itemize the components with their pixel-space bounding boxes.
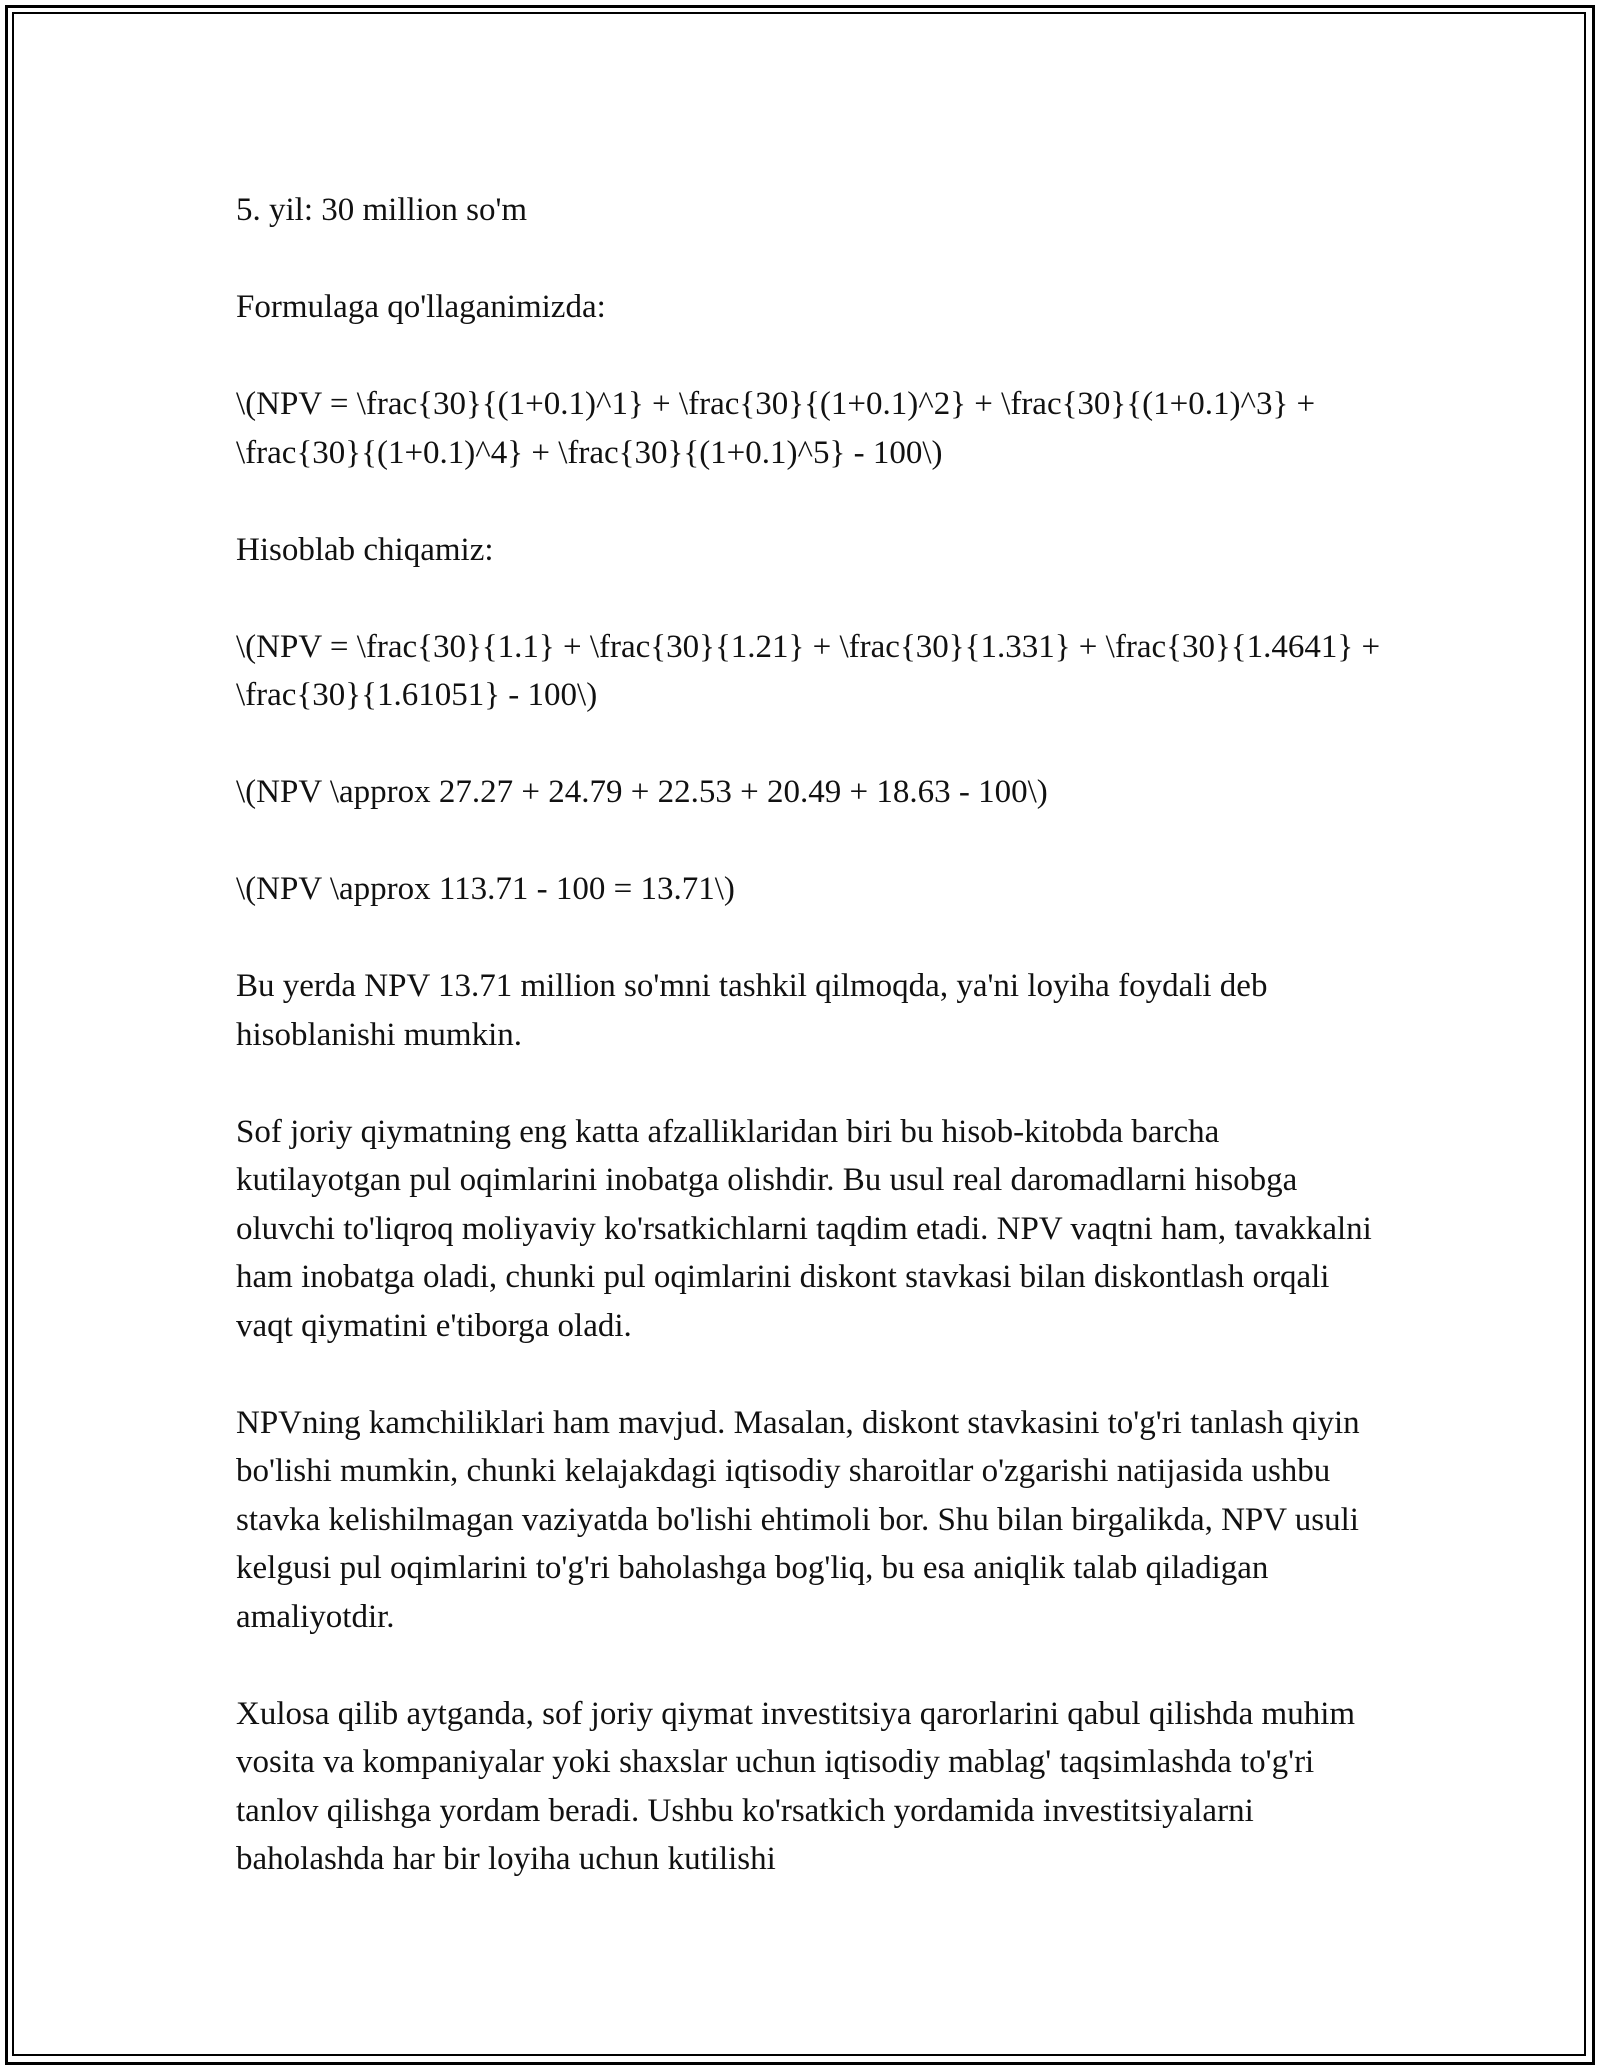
npv-advantages-paragraph: Sof joriy qiymatning eng katta afzalliklaridan biri bu hisob-kitobda barcha kutilayotgan pul oqimlarini inobatga olishdir. Bu usul real daromadlarni hisobga oluvchi to'liqroq moliyaviy ko'rsatkichlarni taqdim etadi. NPV vaqtni ham, tavakkalni ham inobatga oladi, chunki pul oqimlarini diskont stavkasi bilan diskontlash orqali vaqt qiymatini e'tiborga oladi. [236, 1113, 1372, 1344]
formula-intro: Formulaga qo'llaganimizda: [236, 289, 606, 325]
summary-paragraph: Xulosa qilib aytganda, sof joriy qiymat investitsiya qarorlarini qabul qilishda muhim vosita va kompaniyalar yoki shaxslar uchun iqtisodiy mablag' taqsimlashda to'g'ri tanlov qilishga yordam beradi. Ushbu ko'rsatkich yordamida investitsiyalarni baholashda har bir loyiha uchun kutilishi [236, 1695, 1356, 1877]
document-body [236, 186, 1386, 1932]
npv-disadvantages-paragraph: NPVning kamchiliklari ham mavjud. Masalan, diskont stavkasini to'g'ri tanlash qiyin bo'lishi mumkin, chunki kelajakdagi iqtisodiy sharoitlar o'zgarishi natijasida ushbu stavka kelishilmagan vaziyatda bo'lishi ehtimoli bor. Shu bilan birgalikda, NPV usuli kelgusi pul oqimlarini to'g'ri baholashga bog'liq, bu esa aniqlik talab qiladigan amaliyotdir. [236, 1404, 1360, 1635]
npv-formula-expanded: \(NPV = \frac{30}{(1+0.1)^1} + \frac{30}{(1+0.1)^2} + \frac{30}{(1+0.1)^3} + \frac{30}{(1+0.1)^4} + \frac{30}{(1+0.1)^5} - 100\) [236, 386, 1316, 471]
year-5-cashflow-line: 5. yil: 30 million so'm [236, 192, 528, 228]
npv-approx-terms: \(NPV \approx 27.27 + 24.79 + 22.53 + 20.49 + 18.63 - 100\) [236, 774, 1048, 810]
npv-result: \(NPV \approx 113.71 - 100 = 13.71\) [236, 871, 735, 907]
npv-formula-denominators: \(NPV = \frac{30}{1.1} + \frac{30}{1.21} + \frac{30}{1.331} + \frac{30}{1.4641} + \frac{30}{1.61051} - 100\) [236, 628, 1381, 713]
calculation-intro: Hisoblab chiqamiz: [236, 531, 494, 568]
npv-conclusion-paragraph: Bu yerda NPV 13.71 million so'mni tashkil qilmoqda, ya'ni loyiha foydali deb hisoblanishi mumkin. [236, 968, 1268, 1053]
